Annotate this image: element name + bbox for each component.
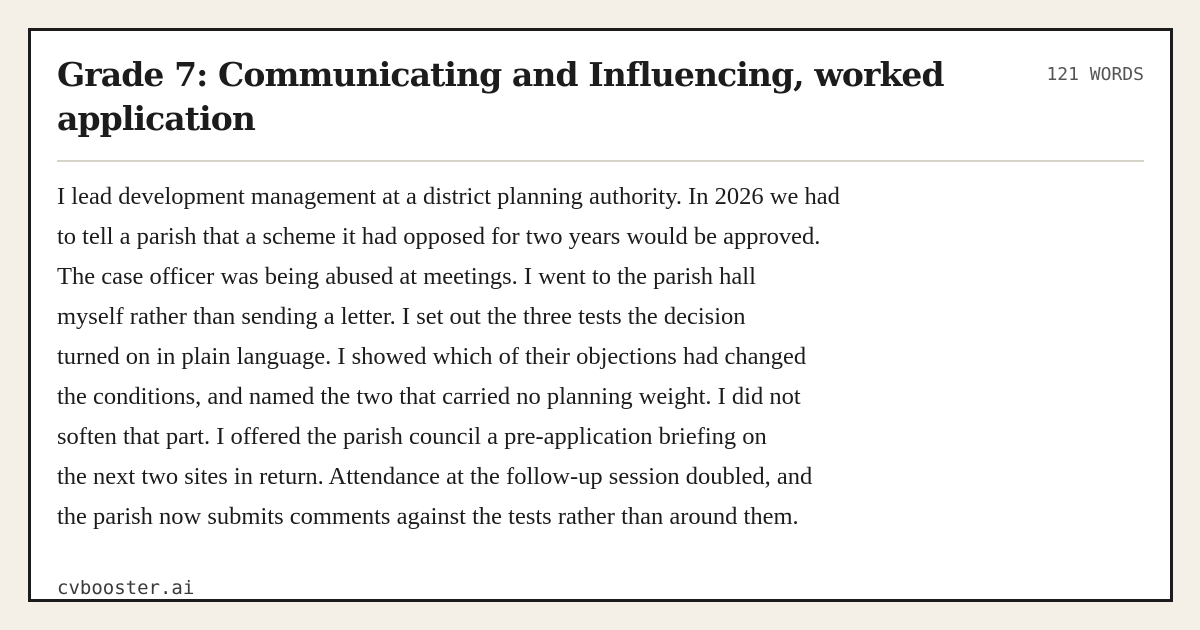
card-title: Grade 7: Communicating and Influencing, worked application	[57, 55, 944, 138]
body-line: soften that part. I offered the parish council a pre-application briefing on	[57, 423, 767, 450]
body-line: The case officer was being abused at meetings. I went to the parish hall	[57, 263, 756, 290]
body-line: the parish now submits comments against the tests rather than around them.	[57, 503, 799, 530]
answer-card	[28, 28, 1173, 602]
body-line: myself rather than sending a letter. I set out the three tests the decision	[57, 303, 746, 330]
footer-site: cvbooster.ai	[57, 577, 195, 599]
divider	[57, 160, 1144, 162]
body-line: the next two sites in return. Attendance at the follow-up session doubled, and	[57, 463, 813, 490]
body-line: turned on in plain language. I showed which of their objections had changed	[57, 343, 807, 370]
body-line: the conditions, and named the two that carried no planning weight. I did not	[57, 383, 801, 410]
word-count: 121 WORDS	[1046, 64, 1144, 85]
body-line: to tell a parish that a scheme it had opposed for two years would be approved.	[57, 223, 821, 250]
answer-body	[57, 177, 1047, 537]
body-line: I lead development management at a district planning authority. In 2026 we had	[57, 183, 840, 210]
